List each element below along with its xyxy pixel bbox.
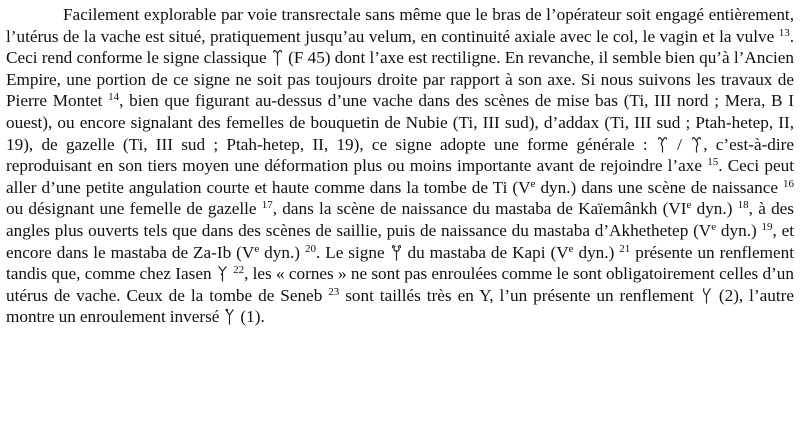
footnote-ref-18[interactable]: 18 (737, 199, 749, 212)
text-segment: , à des angles plus ouverts tels que dans des scènes de saillie, puis de naissance du mastaba d’Akhethetep (V (6, 199, 794, 240)
uterus-sign-iasen-icon (217, 264, 228, 282)
uterus-sign-angled-alt-icon (691, 135, 702, 153)
footnote-ref-14[interactable]: 14 (108, 91, 120, 104)
text-segment: , les « cornes » ne sont pas enroulées comme le sont obligatoirement celles d’un utérus de vache. Ceux de la tombe de Seneb (6, 264, 794, 305)
footnote-ref-21[interactable]: 21 (619, 242, 631, 255)
superscript-e: e (530, 177, 536, 190)
text-segment: sont taillés très en Y, l’un présente un renflement (345, 285, 694, 305)
footnote-ref-15[interactable]: 15 (707, 156, 719, 169)
text-segment: (F 45) dont l’axe est rectiligne. En revanche, il semble bien qu’à l’Ancien Empire, une portion de ce signe ne soit pas toujours droite par rapport à son axe. Si nous suivons les travaux de Pierre Montet (6, 48, 794, 111)
text-segment: dyn.) (696, 199, 733, 219)
text-segment: dyn.) (264, 242, 300, 262)
text-segment: , dans la scène de naissance du mastaba de Kaïemânkh (VI (272, 199, 687, 219)
text-segment: (1). (240, 307, 265, 327)
uterus-sign-seneb-inverted-icon (224, 307, 235, 325)
text-segment: dyn.) (578, 242, 615, 262)
text-segment: du mastaba de Kapi (V (407, 242, 569, 262)
text-segment: dyn.) dans une scène de naissance (540, 177, 778, 197)
uterus-sign-seneb-swelling-icon (701, 286, 712, 304)
superscript-e: e (686, 199, 692, 212)
text-segment: . Ceci peut aller d’une petite angulation courte et haute comme dans la tombe de Ti (V (6, 156, 794, 197)
text-segment: , c’est-à-dire reproduisant en son tiers moyen une déformation plus ou moins importante avant de rejoindre l’axe (6, 134, 795, 176)
footnote-ref-13[interactable]: 13 (778, 26, 790, 39)
text-segment: dyn.) (720, 220, 757, 240)
text-segment: , bien que figurant au-dessus d’une vache dans des scènes de mise bas (Ti, III nord ; Mera, B I ouest), ou encore signalant des femelles de bouquetin de Nubie (Ti, III sud), d’addax (Ti, III sud ; Ptah-hetep, II, 19), de gazelle (Ti, III sud ; Ptah-hetep, II, 19), ce signe adopte une forme générale : (6, 91, 794, 154)
footnote-ref-19[interactable]: 19 (761, 220, 773, 233)
text-segment: présente un renflement tandis que, comme chez Iasen (6, 242, 795, 284)
text-segment: (2), l’autre montre un enroulement inversé (6, 285, 795, 327)
footnote-ref-22[interactable]: 22 (233, 264, 245, 277)
text-segment: . Ceci rend conforme le signe classique (6, 26, 795, 68)
footnote-ref-23[interactable]: 23 (328, 285, 340, 298)
uterus-sign-angled-icon (657, 135, 668, 153)
superscript-e: e (254, 242, 260, 255)
footnote-ref-20[interactable]: 20 (304, 242, 316, 255)
uterus-sign-classic-icon (272, 48, 283, 66)
superscript-e: e (711, 220, 717, 233)
text-segment: Facilement explorable par voie transrectale sans même que le bras de l’opérateur soit engagé entièrement, l’utérus de la vache est situé, pratiquement jusqu’au velum, en continuité axiale avec le col, le vagin et la vulve (6, 5, 794, 46)
body-paragraph (6, 4, 794, 328)
footnote-ref-16[interactable]: 16 (782, 177, 794, 190)
uterus-sign-kapi-icon (391, 243, 402, 261)
slash-separator: / (677, 134, 682, 154)
footnote-ref-17[interactable]: 17 (261, 199, 273, 212)
text-segment: ou désignant une femelle de gazelle (6, 199, 257, 219)
superscript-e: e (568, 242, 574, 255)
text-segment: , et encore dans le mastaba de Za-Ib (V (6, 220, 795, 262)
text-segment: . Le signe (315, 242, 385, 262)
